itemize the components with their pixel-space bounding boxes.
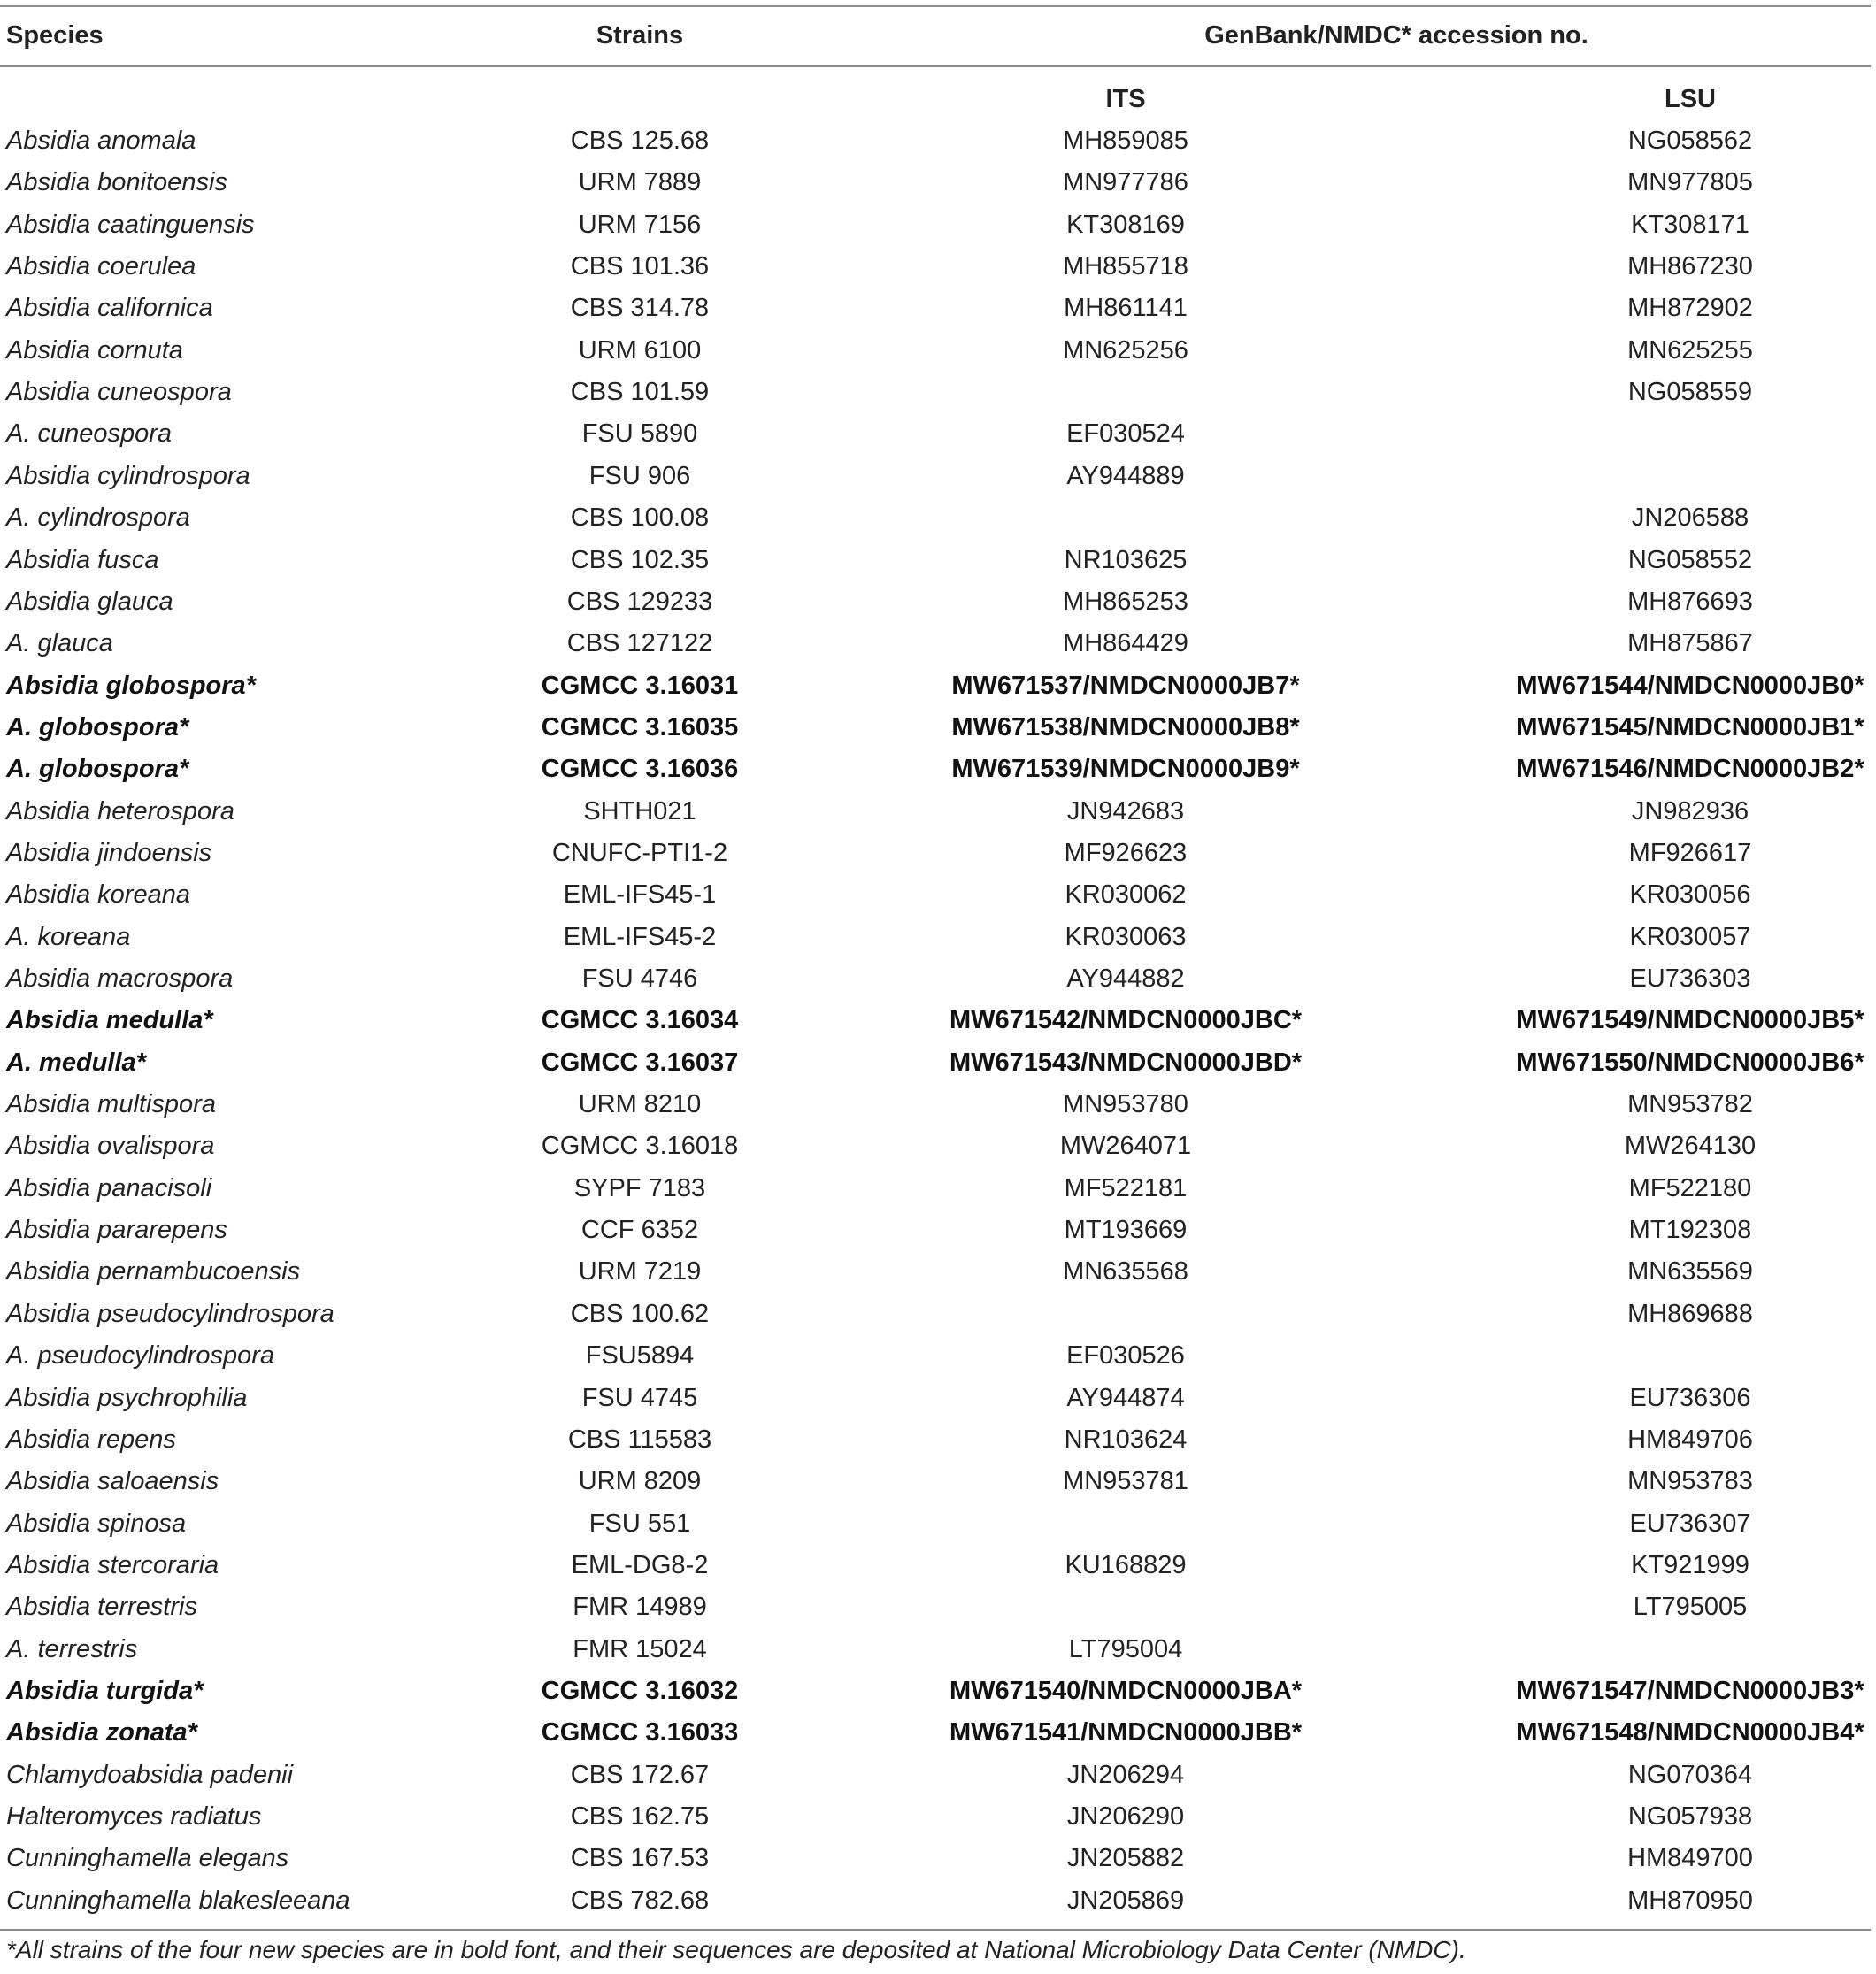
table-row xyxy=(0,623,1876,664)
its-accession-cell: NR103624 xyxy=(1064,1425,1188,1454)
strain-cell: URM 6100 xyxy=(578,335,702,365)
its-accession-cell: MW671543/NMDCN0000JBD* xyxy=(949,1048,1303,1077)
strain-cell: CBS 129233 xyxy=(566,587,713,616)
strain-cell: EML-IFS45-1 xyxy=(563,880,717,910)
its-accession-cell: MT193669 xyxy=(1064,1216,1188,1245)
its-accession-cell: AY944882 xyxy=(1066,964,1185,993)
lsu-accession-cell: JN206588 xyxy=(1631,503,1749,533)
strain-cell: CCF 6352 xyxy=(580,1216,699,1245)
table-row xyxy=(0,246,1876,288)
lsu-accession-cell: MW671544/NMDCN0000JB0* xyxy=(1516,671,1864,700)
species-cell: A. medulla* xyxy=(6,1048,146,1077)
lsu-accession-cell: MW264130 xyxy=(1624,1132,1757,1161)
table-row xyxy=(0,1084,1876,1125)
table-row xyxy=(0,1671,1876,1712)
strain-cell: SHTH021 xyxy=(583,796,696,826)
strain-cell: CGMCC 3.16031 xyxy=(541,671,739,700)
lsu-accession-cell: MW671550/NMDCN0000JB6* xyxy=(1516,1048,1864,1077)
strain-cell: EML-DG8-2 xyxy=(571,1550,709,1579)
species-cell: Absidia coerulea xyxy=(6,252,196,281)
its-accession-cell: MH859085 xyxy=(1063,127,1188,155)
table-row xyxy=(0,1755,1876,1796)
species-cell: Halteromyces radiatus xyxy=(6,1802,262,1831)
species-cell: A. terrestris xyxy=(6,1634,138,1663)
its-accession-cell: MN625256 xyxy=(1063,335,1188,365)
species-cell: Absidia jindoensis xyxy=(6,838,212,867)
its-accession-cell: JN942683 xyxy=(1066,796,1185,826)
species-cell: Absidia glauca xyxy=(6,587,173,616)
strain-cell: CGMCC 3.16037 xyxy=(541,1048,739,1077)
species-cell: Cunninghamella elegans xyxy=(6,1844,289,1873)
its-accession-cell: MF522181 xyxy=(1064,1173,1188,1202)
its-accession-cell: MW671538/NMDCN0000JB8* xyxy=(951,712,1300,741)
table-row xyxy=(0,958,1876,1000)
its-accession-cell: MN953781 xyxy=(1063,1467,1188,1496)
table-row xyxy=(0,1125,1876,1167)
lsu-accession-cell: MW671547/NMDCN0000JB3* xyxy=(1516,1676,1864,1705)
lsu-accession-cell: MN625255 xyxy=(1627,335,1753,365)
its-accession-cell: MH864429 xyxy=(1063,629,1188,658)
species-cell: A. glauca xyxy=(6,629,113,658)
header-strains: Strains xyxy=(596,21,684,50)
top-rule xyxy=(0,5,1871,7)
table-row xyxy=(0,791,1876,833)
its-accession-cell: MW671539/NMDCN0000JB9* xyxy=(951,755,1300,784)
lsu-accession-cell: NG070364 xyxy=(1627,1760,1753,1789)
header-lsu: LSU xyxy=(1665,85,1716,113)
table-row xyxy=(0,581,1876,623)
its-accession-cell: KR030063 xyxy=(1065,922,1187,951)
strain-cell: FMR 14989 xyxy=(573,1593,707,1622)
species-cell: Absidia repens xyxy=(6,1425,176,1454)
species-cell: Absidia cylindrospora xyxy=(6,461,250,490)
strain-cell: SYPF 7183 xyxy=(573,1173,706,1202)
strain-cell: CBS 101.59 xyxy=(570,378,710,407)
header-its: ITS xyxy=(1105,85,1146,113)
species-cell: Absidia spinosa xyxy=(6,1509,187,1538)
species-cell: Absidia caatinguensis xyxy=(6,210,255,239)
its-accession-cell: MW671537/NMDCN0000JB7* xyxy=(951,671,1300,700)
strain-cell: URM 7219 xyxy=(578,1257,702,1287)
species-cell: A. koreana xyxy=(6,922,131,951)
strain-cell: CBS 127122 xyxy=(566,629,713,658)
strain-cell: FSU 4746 xyxy=(581,964,698,993)
species-cell: Chlamydoabsidia padenii xyxy=(6,1760,294,1789)
species-cell: Absidia multispora xyxy=(6,1090,216,1119)
species-cell: Absidia macrospora xyxy=(6,964,234,993)
species-cell: Absidia pseudocylindrospora xyxy=(6,1299,334,1328)
lsu-accession-cell: MN635569 xyxy=(1627,1257,1753,1287)
lsu-accession-cell: KR030056 xyxy=(1629,880,1751,910)
species-cell: A. cylindrospora xyxy=(6,503,190,533)
table-row xyxy=(0,665,1876,707)
strain-cell: CGMCC 3.16035 xyxy=(541,712,739,741)
species-cell: Absidia ovalispora xyxy=(6,1132,215,1161)
lsu-accession-cell: MH869688 xyxy=(1627,1299,1753,1328)
species-cell: Absidia koreana xyxy=(6,880,190,910)
species-cell: Absidia panacisoli xyxy=(6,1173,212,1202)
strain-cell: CGMCC 3.16033 xyxy=(541,1718,739,1747)
table-row xyxy=(0,1378,1876,1419)
its-accession-cell: JN205869 xyxy=(1066,1886,1185,1915)
species-cell: A. cuneospora xyxy=(6,419,173,449)
its-accession-cell: EF030524 xyxy=(1066,419,1185,449)
its-accession-cell: MH861141 xyxy=(1064,294,1188,323)
header-accession: GenBank/NMDC* accession no. xyxy=(1204,21,1588,50)
table-row xyxy=(0,1251,1876,1293)
its-accession-cell: MN977786 xyxy=(1063,168,1188,197)
strain-cell: CGMCC 3.16032 xyxy=(541,1676,739,1705)
lsu-accession-cell: MH870950 xyxy=(1627,1886,1753,1915)
lsu-accession-cell: JN982936 xyxy=(1631,796,1749,826)
strain-cell: CGMCC 3.16018 xyxy=(541,1132,739,1161)
table-row xyxy=(0,288,1876,329)
table-row xyxy=(0,1294,1876,1335)
table-row xyxy=(0,1335,1876,1377)
its-accession-cell: EF030526 xyxy=(1066,1341,1185,1371)
table-row xyxy=(0,204,1876,246)
its-accession-cell: JN206290 xyxy=(1066,1802,1185,1831)
species-cell: Absidia heterospora xyxy=(6,796,234,826)
its-accession-cell: MN953780 xyxy=(1063,1090,1188,1119)
strain-cell: CBS 162.75 xyxy=(570,1802,710,1831)
strain-cell: CBS 314.78 xyxy=(570,294,710,323)
lsu-accession-cell: MF926617 xyxy=(1628,838,1752,867)
header-species: Species xyxy=(6,21,104,50)
strain-cell: CBS 102.35 xyxy=(570,545,710,574)
strain-cell: URM 8210 xyxy=(578,1090,702,1119)
its-accession-cell: JN206294 xyxy=(1066,1760,1185,1789)
strain-cell: URM 7889 xyxy=(578,168,702,197)
species-cell: Absidia bonitoensis xyxy=(6,168,227,197)
table-row xyxy=(0,874,1876,916)
table-row xyxy=(0,1042,1876,1084)
its-accession-cell: KT308169 xyxy=(1066,210,1185,239)
lsu-accession-cell: NG058562 xyxy=(1627,127,1753,155)
species-cell: Cunninghamella blakesleeana xyxy=(6,1886,350,1915)
header-rule xyxy=(0,65,1871,67)
table-row xyxy=(0,833,1876,874)
strain-cell: CGMCC 3.16034 xyxy=(541,1006,739,1035)
table-row xyxy=(0,707,1876,749)
table-row xyxy=(0,120,1876,162)
its-accession-cell: MW264071 xyxy=(1059,1132,1192,1161)
species-cell: A. globospora* xyxy=(6,712,189,741)
table-row xyxy=(0,372,1876,413)
bottom-rule xyxy=(0,1929,1871,1931)
its-accession-cell: KR030062 xyxy=(1065,880,1187,910)
table-row xyxy=(0,540,1876,581)
its-accession-cell: MW671542/NMDCN0000JBC* xyxy=(949,1006,1303,1035)
species-cell: Absidia anomala xyxy=(6,127,196,155)
strain-cell: CGMCC 3.16036 xyxy=(541,755,739,784)
strain-cell: CBS 782.68 xyxy=(570,1886,710,1915)
species-cell: Absidia fusca xyxy=(6,545,159,574)
lsu-accession-cell: MH875867 xyxy=(1627,629,1753,658)
lsu-accession-cell: KR030057 xyxy=(1629,922,1751,951)
its-accession-cell: JN205882 xyxy=(1066,1844,1185,1873)
strain-cell: CBS 115583 xyxy=(567,1425,712,1454)
species-cell: Absidia turgida* xyxy=(6,1676,204,1705)
its-accession-cell: LT795004 xyxy=(1068,1634,1183,1663)
table-row xyxy=(0,1629,1876,1671)
lsu-accession-cell: MW671548/NMDCN0000JB4* xyxy=(1516,1718,1864,1747)
lsu-accession-cell: EU736303 xyxy=(1629,964,1751,993)
lsu-accession-cell: KT921999 xyxy=(1631,1550,1749,1579)
lsu-accession-cell: MW671549/NMDCN0000JB5* xyxy=(1516,1006,1864,1035)
table-row xyxy=(0,1503,1876,1545)
species-cell: Absidia cuneospora xyxy=(6,378,232,407)
species-cell: Absidia stercoraria xyxy=(6,1550,219,1579)
table-row xyxy=(0,330,1876,372)
table-footnote: *All strains of the four new species are in bold font, and their sequences are deposited at National Microbiology Data Center (NMDC). xyxy=(6,1936,1466,1963)
its-accession-cell: MW671540/NMDCN0000JBA* xyxy=(949,1676,1303,1705)
lsu-accession-cell: EU736306 xyxy=(1629,1383,1751,1412)
strain-cell: CNUFC-PTI1-2 xyxy=(551,838,728,867)
species-cell: A. pseudocylindrospora xyxy=(6,1341,275,1371)
lsu-accession-cell: MN953783 xyxy=(1627,1467,1753,1496)
lsu-accession-cell: LT795005 xyxy=(1633,1593,1748,1622)
its-accession-cell: MN635568 xyxy=(1063,1257,1188,1287)
table-row xyxy=(0,1000,1876,1041)
table-row xyxy=(0,1419,1876,1461)
lsu-accession-cell: HM849700 xyxy=(1627,1844,1753,1873)
table-row xyxy=(0,413,1876,455)
lsu-accession-cell: MW671545/NMDCN0000JB1* xyxy=(1516,712,1864,741)
its-accession-cell: KU168829 xyxy=(1065,1550,1187,1579)
strain-cell: CBS 125.68 xyxy=(570,127,710,155)
species-cell: Absidia globospora* xyxy=(6,671,256,700)
lsu-accession-cell: MN953782 xyxy=(1627,1090,1753,1119)
strain-cell: URM 8209 xyxy=(578,1467,702,1496)
lsu-accession-cell: HM849706 xyxy=(1627,1425,1753,1454)
strain-cell: URM 7156 xyxy=(578,210,702,239)
table-row xyxy=(0,749,1876,790)
lsu-accession-cell: NG058559 xyxy=(1627,378,1753,407)
species-cell: Absidia zonata* xyxy=(6,1718,197,1747)
strain-cell: FSU5894 xyxy=(585,1341,695,1371)
species-cell: Absidia pernambucoensis xyxy=(6,1257,301,1287)
its-accession-cell: MH865253 xyxy=(1063,587,1188,616)
strain-cell: FSU 551 xyxy=(588,1509,691,1538)
species-cell: Absidia terrestris xyxy=(6,1593,197,1622)
lsu-accession-cell: MW671546/NMDCN0000JB2* xyxy=(1516,755,1864,784)
lsu-accession-cell: MF522180 xyxy=(1628,1173,1752,1202)
its-accession-cell: NR103625 xyxy=(1064,545,1188,574)
strain-cell: FSU 5890 xyxy=(581,419,698,449)
lsu-accession-cell: EU736307 xyxy=(1629,1509,1751,1538)
strain-cell: EML-IFS45-2 xyxy=(563,922,717,951)
its-accession-cell: AY944874 xyxy=(1066,1383,1185,1412)
table-row xyxy=(0,1880,1876,1922)
lsu-accession-cell: NG058552 xyxy=(1627,545,1753,574)
its-accession-cell: AY944889 xyxy=(1066,461,1185,490)
table-row xyxy=(0,1712,1876,1754)
table-row xyxy=(0,1210,1876,1251)
species-cell: Absidia saloaensis xyxy=(6,1467,219,1496)
table-row xyxy=(0,1586,1876,1628)
strain-cell: FSU 906 xyxy=(588,461,691,490)
species-cell: Absidia psychrophilia xyxy=(6,1383,248,1412)
species-cell: Absidia medulla* xyxy=(6,1006,213,1035)
table-row xyxy=(0,497,1876,539)
table-row xyxy=(0,162,1876,204)
species-cell: A. globospora* xyxy=(6,755,189,784)
strain-cell: FMR 15024 xyxy=(573,1634,707,1663)
lsu-accession-cell: MH872902 xyxy=(1627,294,1753,323)
table-row xyxy=(0,1545,1876,1586)
table-row xyxy=(0,917,1876,958)
its-accession-cell: MF926623 xyxy=(1064,838,1188,867)
strain-cell: CBS 100.08 xyxy=(570,503,710,533)
lsu-accession-cell: KT308171 xyxy=(1631,210,1749,239)
lsu-accession-cell: MH876693 xyxy=(1627,587,1753,616)
table-row xyxy=(0,456,1876,497)
its-accession-cell: MW671541/NMDCN0000JBB* xyxy=(949,1718,1303,1747)
lsu-accession-cell: MN977805 xyxy=(1627,168,1753,197)
strain-cell: FSU 4745 xyxy=(581,1383,698,1412)
table-row xyxy=(0,1461,1876,1502)
species-cell: Absidia pararepens xyxy=(6,1216,227,1245)
table-row xyxy=(0,1838,1876,1879)
lsu-accession-cell: NG057938 xyxy=(1627,1802,1753,1831)
lsu-accession-cell: MH867230 xyxy=(1627,252,1753,281)
species-cell: Absidia californica xyxy=(6,294,213,323)
its-accession-cell: MH855718 xyxy=(1063,252,1188,281)
strain-cell: CBS 101.36 xyxy=(570,252,710,281)
species-cell: Absidia cornuta xyxy=(6,335,183,365)
strain-cell: CBS 172.67 xyxy=(570,1760,710,1789)
strain-cell: CBS 167.53 xyxy=(570,1844,710,1873)
table-row xyxy=(0,1168,1876,1210)
lsu-accession-cell: MT192308 xyxy=(1628,1216,1752,1245)
table-row xyxy=(0,1796,1876,1838)
strain-cell: CBS 100.62 xyxy=(570,1299,710,1328)
